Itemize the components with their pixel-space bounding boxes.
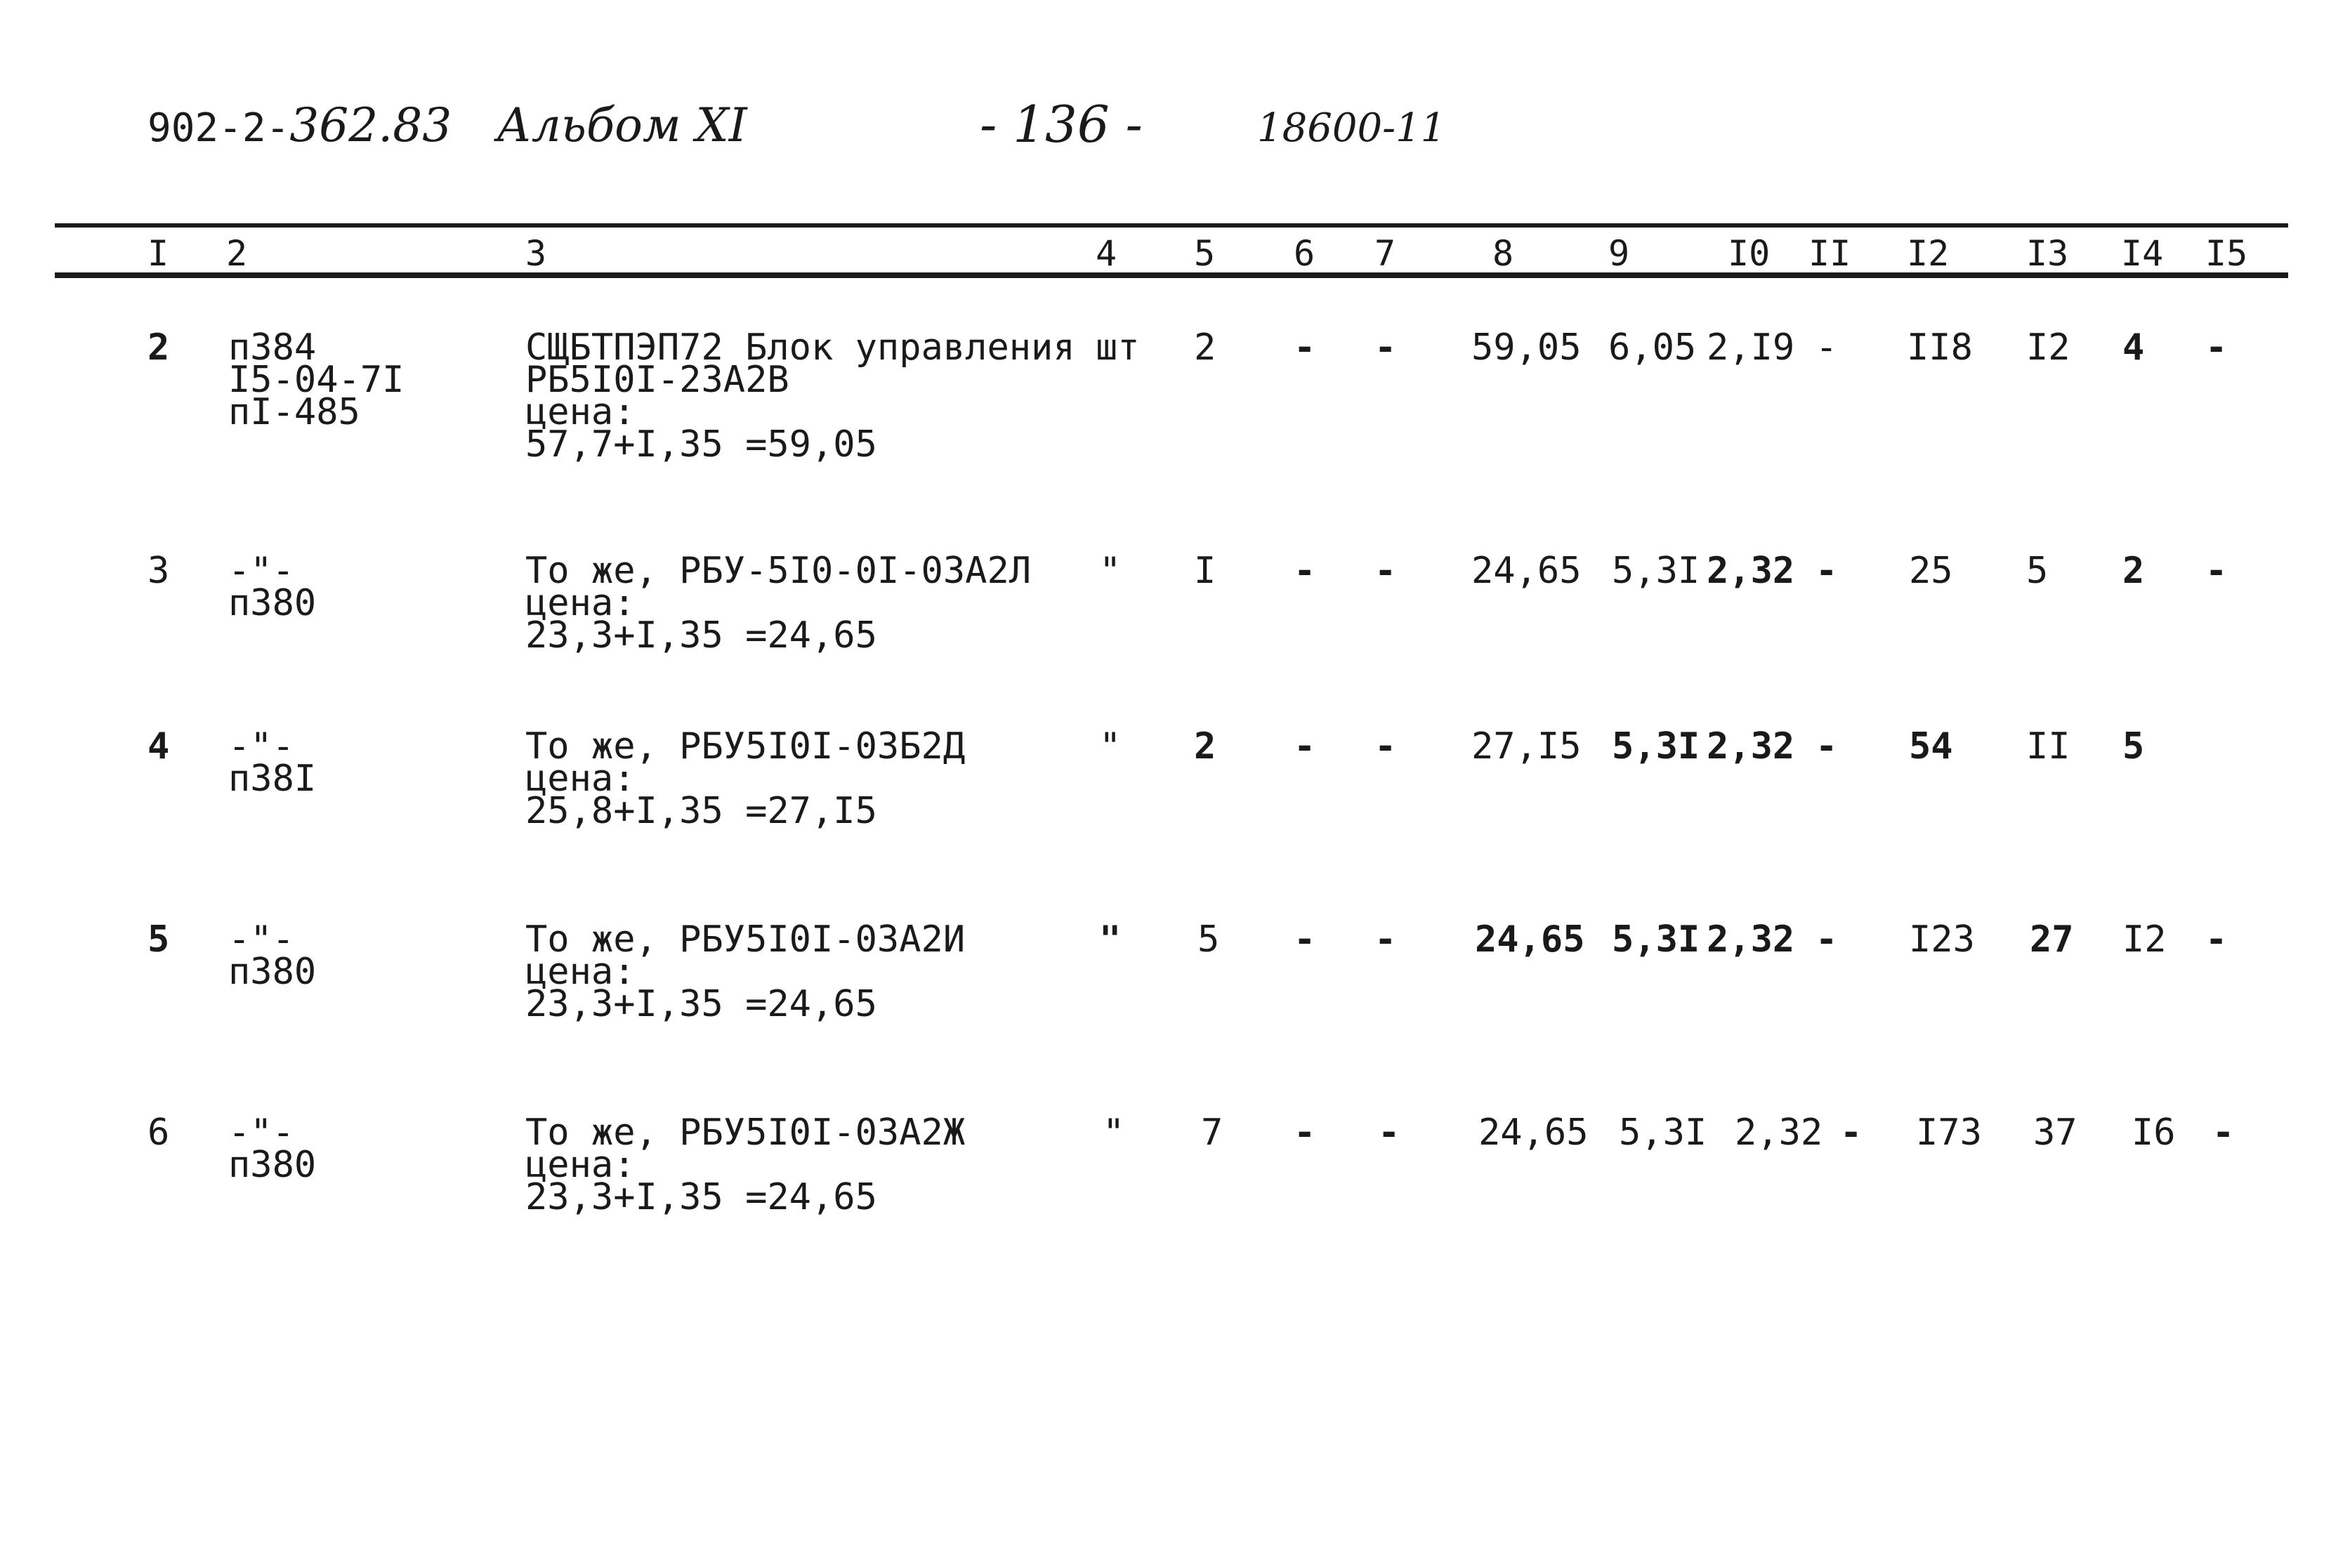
row-description: [525, 725, 966, 832]
column-header: 8: [1492, 233, 1514, 274]
row-quantity: 2: [1194, 725, 1216, 767]
description-line: 23,3+I,35 =24,65: [525, 1176, 877, 1218]
table-header-rule: [55, 272, 2288, 278]
row-col12: I23: [1909, 918, 1975, 961]
row-unit: ": [1099, 550, 1122, 592]
row-col8: 24,65: [1471, 550, 1582, 592]
column-header: 4: [1096, 233, 1117, 274]
row-col13: 5: [2026, 550, 2049, 592]
row-col15: -: [2212, 1112, 2235, 1154]
table-row: [0, 918, 2331, 1134]
table-row: [0, 327, 2331, 542]
row-col9: 6,05: [1608, 327, 1697, 369]
column-header: I: [147, 233, 169, 274]
row-col13: I2: [2026, 327, 2070, 369]
row-number: 6: [147, 1112, 170, 1154]
row-description: [525, 1112, 966, 1218]
row-unit: ": [1099, 725, 1122, 767]
description-line: 23,3+I,35 =24,65: [525, 983, 877, 1025]
row-reference: [228, 327, 405, 433]
row-col8: 59,05: [1471, 327, 1582, 369]
row-unit: ": [1103, 1112, 1125, 1154]
column-header: 3: [525, 233, 547, 274]
column-header: I5: [2205, 233, 2248, 274]
row-description: [525, 918, 966, 1025]
album-label: Альбом XI: [496, 98, 747, 152]
description-line: СЩБТПЭП72 Блок управления: [525, 327, 1075, 369]
row-col11: -: [1815, 725, 1838, 767]
row-col6: -: [1294, 918, 1316, 961]
row-quantity: 5: [1197, 918, 1220, 961]
table-top-rule: [55, 223, 2288, 228]
reference-line: п380: [228, 582, 317, 624]
row-col7: -: [1378, 1112, 1400, 1154]
row-col9: 5,3I: [1619, 1112, 1707, 1154]
column-header: I2: [1907, 233, 1950, 274]
description-line: То же, РБУ5I0I-03А2Ж: [525, 1112, 966, 1154]
row-reference: [228, 725, 317, 800]
row-col7: -: [1374, 725, 1397, 767]
row-unit: ": [1099, 918, 1122, 961]
row-reference: [228, 550, 317, 624]
row-col14: 4: [2122, 327, 2145, 369]
row-col12: II8: [1907, 327, 1973, 369]
reference-line: -"-: [228, 1112, 294, 1154]
row-description: [525, 550, 1032, 657]
row-col7: -: [1374, 550, 1397, 592]
row-col10: 2,32: [1707, 725, 1795, 767]
row-col15: -: [2205, 550, 2228, 592]
column-header: 7: [1374, 233, 1396, 274]
row-col11: -: [1815, 327, 1838, 369]
reference-line: -"-: [228, 918, 294, 961]
description-line: 23,3+I,35 =24,65: [525, 614, 877, 657]
document-header: [147, 98, 747, 152]
row-col11: -: [1815, 550, 1838, 592]
row-number: 2: [147, 327, 170, 369]
row-col14: 5: [2122, 725, 2145, 767]
row-quantity: I: [1194, 550, 1216, 592]
row-col11: -: [1815, 918, 1838, 961]
reference-line: -"-: [228, 550, 294, 592]
row-col14: 2: [2122, 550, 2145, 592]
reference-line: п384: [228, 327, 317, 369]
column-header: II: [1808, 233, 1851, 274]
description-line: цена:: [525, 582, 636, 624]
row-col13: 37: [2033, 1112, 2077, 1154]
description-line: То же, РБУ5I0I-03Б2Д: [525, 725, 966, 767]
row-reference: [228, 918, 317, 993]
description-line: цена:: [525, 391, 636, 433]
row-col12: 25: [1909, 550, 1953, 592]
description-line: цена:: [525, 1144, 636, 1186]
row-description: [525, 327, 1075, 466]
row-col8: 24,65: [1475, 918, 1585, 961]
description-line: То же, РБУ5I0I-03А2И: [525, 918, 966, 961]
row-unit: шт: [1096, 327, 1140, 369]
row-col9: 5,3I: [1612, 550, 1700, 592]
column-header: 2: [226, 233, 248, 274]
reference-line: п380: [228, 951, 317, 993]
row-col6: -: [1294, 725, 1316, 767]
row-col7: -: [1374, 327, 1397, 369]
row-col10: 2,32: [1707, 918, 1795, 961]
row-col13: II: [2026, 725, 2070, 767]
row-col12: 54: [1909, 725, 1953, 767]
description-line: 25,8+I,35 =27,I5: [525, 790, 877, 832]
row-col11: -: [1840, 1112, 1863, 1154]
row-col6: -: [1294, 1112, 1316, 1154]
row-reference: [228, 1112, 317, 1186]
description-line: То же, РБУ-5I0-0I-03А2Л: [525, 550, 1032, 592]
column-header: 6: [1294, 233, 1315, 274]
row-number: 4: [147, 725, 170, 767]
row-col7: -: [1374, 918, 1397, 961]
document-code: 902-2-: [147, 105, 290, 151]
row-quantity: 7: [1201, 1112, 1223, 1154]
description-line: цена:: [525, 951, 636, 993]
column-header: I3: [2026, 233, 2069, 274]
page-number: - 136 -: [980, 95, 1143, 154]
column-header: 9: [1608, 233, 1630, 274]
row-col9: 5,3I: [1612, 725, 1700, 767]
row-col10: 2,32: [1735, 1112, 1823, 1154]
column-header: I0: [1728, 233, 1771, 274]
row-col9: 5,3I: [1612, 918, 1700, 961]
row-col14: I6: [2132, 1112, 2176, 1154]
column-header: 5: [1194, 233, 1216, 274]
row-col6: -: [1294, 550, 1316, 592]
document-number: 18600-11: [1257, 105, 1446, 151]
row-col6: -: [1294, 327, 1316, 369]
reference-line: пI-485: [228, 391, 360, 433]
reference-line: -"-: [228, 725, 294, 767]
reference-line: п38I: [228, 758, 317, 800]
row-number: 3: [147, 550, 170, 592]
description-line: РБ5I0I-23А2В: [525, 359, 789, 401]
row-col10: 2,I9: [1707, 327, 1795, 369]
document-code-handwritten: 362.83: [289, 98, 452, 152]
row-quantity: 2: [1194, 327, 1216, 369]
row-number: 5: [147, 918, 170, 961]
row-col10: 2,32: [1707, 550, 1795, 592]
table-row: [0, 1112, 2331, 1327]
row-col12: I73: [1916, 1112, 1982, 1154]
row-col8: 27,I5: [1471, 725, 1582, 767]
table-row: [0, 725, 2331, 941]
reference-line: п380: [228, 1144, 317, 1186]
description-line: цена:: [525, 758, 636, 800]
column-header: I4: [2121, 233, 2164, 274]
reference-line: I5-04-7I: [228, 359, 405, 401]
row-col15: -: [2205, 918, 2228, 961]
row-col15: -: [2205, 327, 2228, 369]
row-col14: I2: [2122, 918, 2167, 961]
description-line: 57,7+I,35 =59,05: [525, 423, 877, 466]
row-col13: 27: [2030, 918, 2074, 961]
row-col8: 24,65: [1478, 1112, 1589, 1154]
